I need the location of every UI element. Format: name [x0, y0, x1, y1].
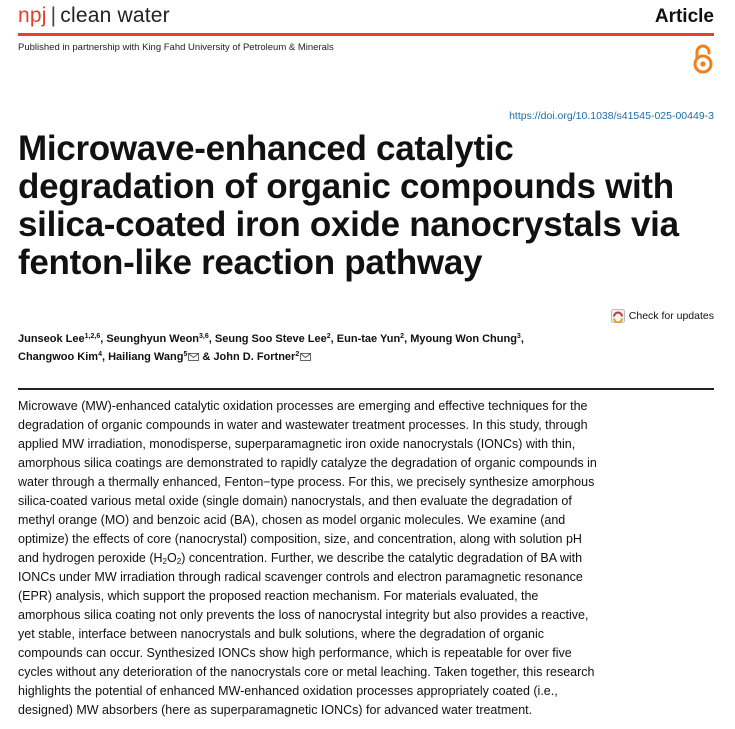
- check-for-updates-button[interactable]: [611, 309, 714, 323]
- author-affiliation: 4: [98, 351, 102, 358]
- partnership-note: Published in partnership with King Fahd University of Petroleum & Minerals: [18, 42, 334, 53]
- author-separator: ,: [208, 333, 215, 345]
- author-name[interactable]: Seung Soo Steve Lee: [214, 333, 327, 345]
- author-name[interactable]: John D. Fortner: [213, 351, 296, 363]
- email-icon[interactable]: [188, 353, 199, 361]
- check-for-updates-icon: [611, 309, 625, 323]
- author-affiliation: 3,6: [199, 333, 209, 340]
- author-name[interactable]: Hailiang Wang: [108, 351, 184, 363]
- open-access-lock-icon[interactable]: [692, 44, 714, 74]
- article-type-label: Article: [654, 6, 714, 27]
- author-separator: ,: [330, 333, 337, 345]
- abstract-part: O: [167, 551, 177, 565]
- abstract-part: Microwave (MW)-enhanced catalytic oxidation processes are emerging and effective techniques for the degradation of organic compounds in water and wastewater treatment processes. In this study, through applied MW irradiation, monodisperse, superparamagnetic iron oxide nanocrystals (IONCs) with thin, amorphous silica coatings are demonstrated to rapidly catalyze the degradation of organic compounds in water through a thermally enhanced, Fenton−type process. For this, we precisely synthesize amorphous silica-coated various metal oxide (single domain) nanocrystals, and then evaluate the degradation of methyl orange (MO) and benzoic acid (BA), chosen as model organic molecules. We examine (and optimize) the effects of core (nanocrystal) composition, size, and concentration, along with solution pH and hydrogen peroxide (H: [18, 399, 597, 565]
- journal-name: [18, 4, 170, 28]
- abstract-part: ) concentration. Further, we describe the catalytic degradation of BA with IONCs under MW irradiation through radical scavenger controls and electron paramagnetic resonance (EPR) analysis, which support the proposed reaction mechanism. For materials evaluated, the amorphous silica coating not only prevents the loss of nanocrystal integrity but also provides a reactive, yet stable, interface between nanocrystals and bulk solutions, where the degradation of organic compounds can occur. Synthesized IONCs show high performance, which is repeatable for over five cycles without any deterioration of the nanocrystals core or metal leaching. Taken together, this research highlights the potential of enhanced MW-enhanced oxidation processes appropriately coated (i.e., designed) MW absorbers (here as superparamagnetic IONCs) for advanced water treatment.: [18, 551, 595, 717]
- journal-separator: |: [50, 4, 57, 27]
- author-separator: &: [199, 351, 214, 363]
- abstract-subscript: 2: [162, 557, 167, 566]
- author-name[interactable]: Changwoo Kim: [18, 351, 99, 363]
- author-separator: ,: [520, 333, 524, 345]
- author-affiliation: 2: [295, 351, 300, 358]
- author-affiliation: 2: [400, 333, 405, 340]
- author-separator: ,: [404, 333, 411, 345]
- journal-title: clean water: [60, 4, 170, 27]
- abstract-divider: [18, 388, 714, 390]
- author-affiliation: 5: [183, 351, 188, 358]
- abstract-subscript: 2: [176, 557, 182, 566]
- author-affiliation: 3: [516, 333, 521, 340]
- author-name[interactable]: Myoung Won Chung: [410, 333, 517, 345]
- doi-link[interactable]: https://doi.org/10.1038/s41545-025-00449-3: [509, 110, 714, 122]
- check-for-updates-label: Check for updates: [628, 310, 714, 322]
- author-separator: ,: [100, 333, 107, 345]
- author-name[interactable]: Seunghyun Weon: [106, 333, 200, 345]
- author-affiliation: 1,2,6: [84, 333, 101, 340]
- journal-npj: npj: [18, 4, 47, 27]
- author-name[interactable]: Eun-tae Yun: [336, 333, 401, 345]
- abstract-text: [18, 397, 603, 720]
- author-name[interactable]: Junseok Lee: [18, 333, 85, 345]
- author-affiliation: 2: [326, 333, 331, 340]
- email-icon[interactable]: [300, 353, 311, 361]
- header-divider: [18, 33, 714, 36]
- author-list: [18, 330, 598, 366]
- author-separator: ,: [101, 351, 109, 363]
- article-title: Microwave-enhanced catalytic degradation of organic compounds with silica-coated iron oxide nanocrystals via fenton-like reaction pathway: [18, 129, 679, 282]
